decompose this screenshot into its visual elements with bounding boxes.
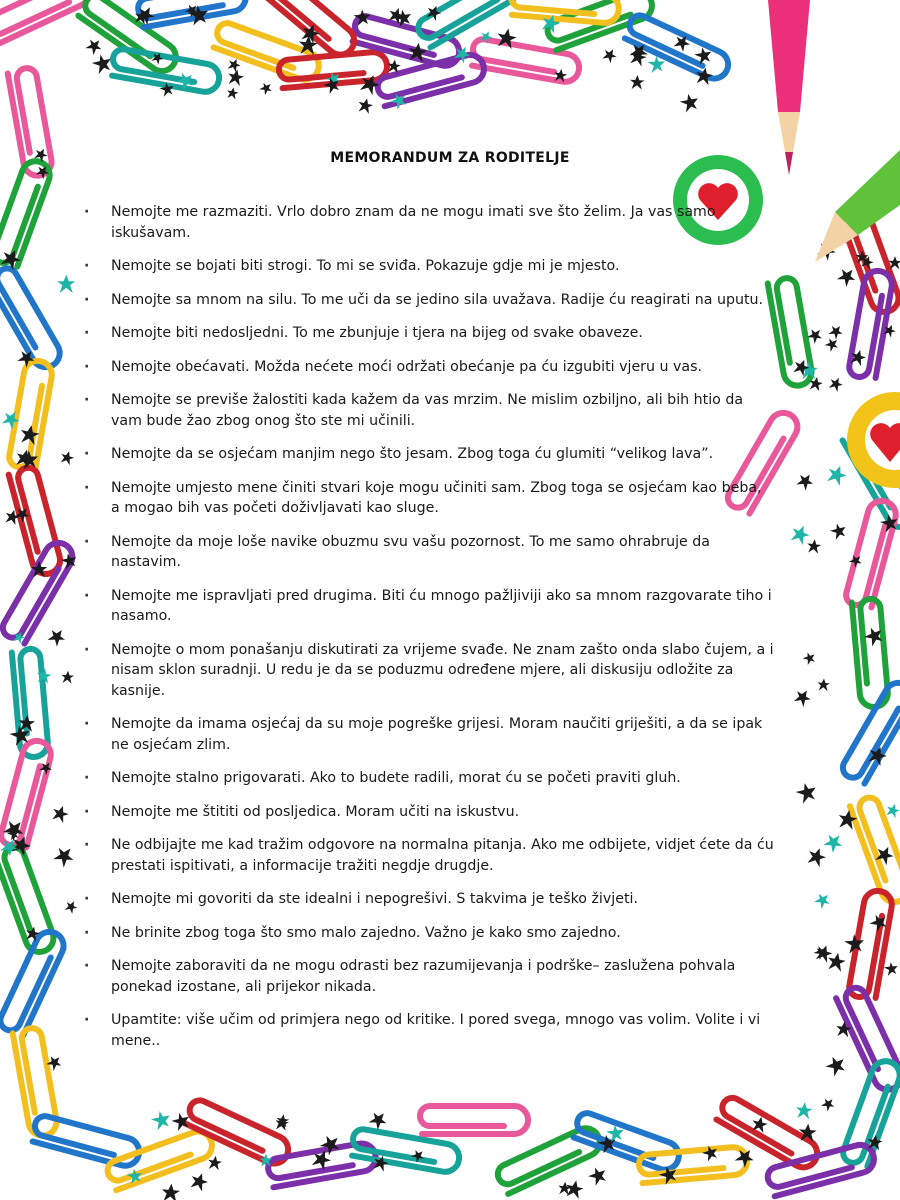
- memo-item: · Nemojte se previše žalostiti kada kažem da vas mrzim. Ne mislim ozbiljno, ali bih htio da vam bude žao zbog onog što ste mi učinili.: [84, 390, 774, 431]
- paper-clip-decoration: [844, 498, 899, 610]
- memo-item: · Nemojte da moje loše navike obuzmu svu vašu pozornost. To me samo ohrabruje da nastavim.: [84, 532, 774, 573]
- memo-item: · Nemojte obećavati. Možda nećete moći održati obećanje pa ću izgubiti vjeru u vas.: [84, 357, 774, 378]
- star-decoration: [357, 97, 375, 115]
- memo-item: · Nemojte sa mnom na silu. To me uči da se jedino sila uvažava. Radije ću reagirati na uputu.: [84, 290, 774, 311]
- star-decoration: [825, 462, 849, 486]
- memo-item: · Ne brinite zbog toga što smo malo zajedno. Važno je kako smo zajedno.: [84, 923, 774, 944]
- paper-clip-decoration: [0, 265, 65, 373]
- memo-item: · Upamtite: više učim od primjera nego od kritike. I pored svega, mnogo vas volim. Volite i vi mene..: [84, 1010, 774, 1051]
- star-decoration: [150, 1108, 175, 1133]
- star-decoration: [806, 538, 822, 554]
- star-decoration: [587, 1164, 611, 1188]
- pink-pencil-decoration: [768, 0, 810, 175]
- star-decoration: [59, 449, 76, 466]
- star-decoration: [883, 960, 900, 977]
- star-decoration: [61, 670, 75, 684]
- memo-item: · Nemojte o mom ponašanju diskutirati za vrijeme svađe. Ne znam zašto onda slabo čujem, a i nisam sklon suradnji. U redu je da se poduzmu određene mjere, ali diskusiju odložite za kasnije.: [84, 640, 774, 702]
- star-decoration: [829, 521, 850, 542]
- star-decoration: [795, 470, 817, 492]
- memo-item: · Nemojte se bojati biti strogi. To mi se sviđa. Pokazuje gdje mi je mjesto.: [84, 256, 774, 277]
- paper-clip-decoration: [0, 927, 68, 1037]
- star-decoration: [813, 890, 834, 911]
- star-decoration: [46, 625, 69, 648]
- star-decoration: [258, 80, 275, 97]
- star-decoration: [805, 845, 828, 868]
- star-decoration: [823, 335, 841, 353]
- star-decoration: [678, 91, 702, 115]
- star-decoration: [51, 843, 78, 870]
- star-decoration: [794, 779, 820, 805]
- star-decoration: [824, 1052, 850, 1078]
- star-decoration: [821, 830, 846, 855]
- paper-clip-decoration: [839, 678, 900, 786]
- star-decoration: [802, 650, 819, 667]
- star-decoration: [630, 75, 645, 90]
- memo-item: · Nemojte da imama osjećaj da su moje pogreške grijesi. Moram naučiti griješiti, a da se ipak ne osjećam zlim.: [84, 714, 774, 755]
- memo-item: · Nemojte umjesto mene činiti stvari koje mogu učiniti sam. Zbog toga se osjećam kao beba, a mogao bih vas početi doživljavati kao sluge.: [84, 478, 774, 519]
- memo-item: · Ne odbijajte me kad tražim odgovore na normalna pitanja. Ako me odbijete, vidjet ćete da ću prestati ispitivati, a informacije tražiti negdje drugdje.: [84, 835, 774, 876]
- memo-list: [84, 202, 774, 1064]
- star-decoration: [827, 375, 845, 393]
- paper-clip-decoration: [0, 845, 57, 956]
- star-decoration: [50, 803, 70, 823]
- star-decoration: [820, 1095, 837, 1112]
- memo-item: · Nemojte stalno prigovarati. Ako to budete radili, morat ću se početi praviti gluh.: [84, 768, 774, 789]
- star-decoration: [57, 275, 75, 293]
- star-decoration: [788, 522, 812, 546]
- memo-item: · Nemojte me razmaziti. Vrlo dobro znam da ne mogu imati sve što želim. Ja vas samo iskušavam.: [84, 202, 774, 243]
- star-decoration: [84, 35, 105, 56]
- star-decoration: [792, 686, 814, 708]
- paper-clip-decoration: [572, 1110, 683, 1173]
- star-decoration: [827, 322, 845, 340]
- memo-item: · Nemojte mi govoriti da ste idealni i nepogrešivi. S takvima je teško živjeti.: [84, 889, 774, 910]
- star-decoration: [885, 802, 900, 819]
- paper-clip-decoration: [420, 1106, 528, 1134]
- star-decoration: [601, 46, 619, 64]
- paper-clip-decoration: [8, 465, 63, 577]
- star-decoration: [63, 899, 79, 915]
- star-decoration: [161, 1183, 181, 1200]
- page-title: MEMORANDUM ZA RODITELJE: [330, 150, 570, 166]
- paper-clip-decoration: [31, 1114, 143, 1169]
- memo-item: · Nemojte zaboraviti da ne mogu odrasti bez razumijevanja i podrške– zaslužena pohvala ponekad izostane, ali prijekor nikada.: [84, 956, 774, 997]
- memo-item: · Nemojte biti nedosljedni. To me zbunjuje i tjera na bijeg od svake obaveze.: [84, 323, 774, 344]
- paper-clip-decoration: [0, 0, 94, 45]
- memo-item: · Nemojte me ispravljati pred drugima. Biti ću mnogo pažljiviji ako sa mnom razgovarate tiho i nasamo.: [84, 586, 774, 627]
- memo-item: · Nemojte da se osjećam manjim nego što jesam. Zbog toga ću glumiti “velikog lava”.: [84, 444, 774, 465]
- star-decoration: [835, 264, 859, 288]
- star-decoration: [817, 678, 830, 691]
- star-decoration: [188, 1170, 210, 1192]
- memo-item: · Nemojte me štititi od posljedica. Moram učiti na iskustvu.: [84, 802, 774, 823]
- star-decoration: [226, 86, 239, 99]
- paper-clip-decoration: [77, 0, 182, 77]
- heart-eraser-decoration: [847, 392, 900, 488]
- star-decoration: [795, 1101, 813, 1119]
